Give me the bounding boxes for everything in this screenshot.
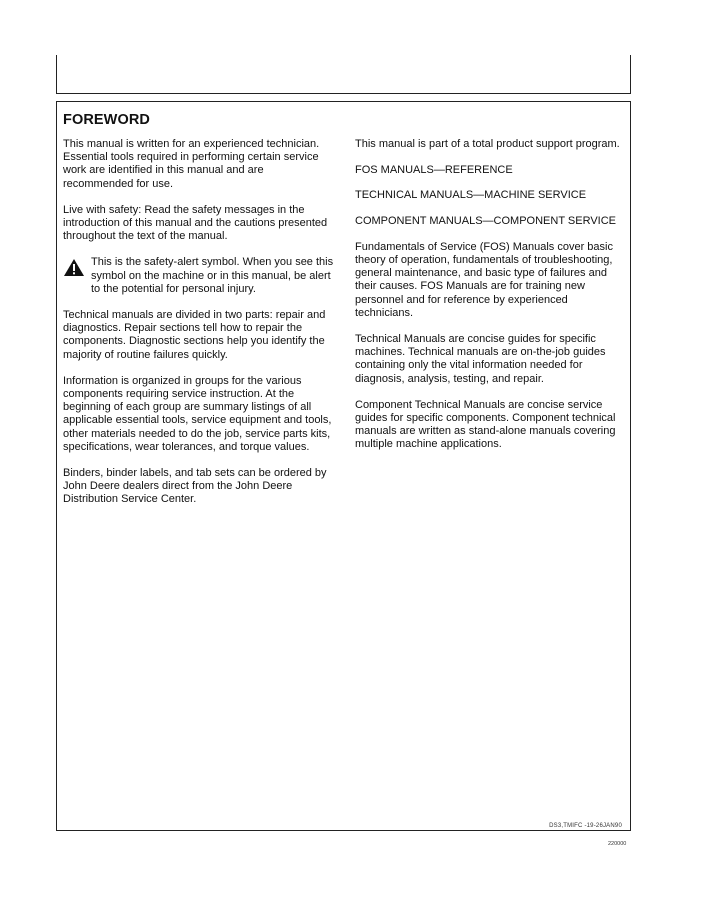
paragraph-binders: Binders, binder labels, and tab sets can be ordered by John Deere dealers direct from the John Deere Distribution Service Center.	[63, 467, 327, 506]
manual-type-component: COMPONENT MANUALS—COMPONENT SERVICE	[355, 214, 616, 227]
warning-triangle-icon	[63, 258, 85, 277]
right-column	[355, 138, 620, 465]
safety-alert-block	[63, 256, 335, 296]
document-code: DS3,TMIFC -19-26JAN90	[549, 823, 622, 829]
paragraph-manual-parts: Technical manuals are divided in two parts: repair and diagnostics. Repair sections tell how to repair the components. Diagnostic sections help you identify the majority of routine failures quickly.	[63, 309, 326, 361]
left-column	[63, 138, 335, 520]
foreword-title: FOREWORD	[63, 112, 150, 128]
paragraph-technical-manuals: Technical Manuals are concise guides for specific machines. Technical manuals are on-the-job guides containing only the vital information needed for diagnosis, analysis, testing, and repair.	[355, 333, 606, 385]
page-code: 220000	[608, 841, 627, 847]
paragraph-product-support: This manual is part of a total product support program.	[355, 138, 620, 150]
foreword-panel	[56, 101, 631, 831]
paragraph-groups: Information is organized in groups for the various components requiring service instruction. At the beginning of each group are summary listings of all applicable essential tools, service equipment and tools, other materials needed to do the job, service parts kits, specifications, wear tolerances, and torque values.	[63, 374, 332, 453]
paragraph-component-manuals: Component Technical Manuals are concise service guides for specific components. Component technical manuals are written as stand-alone manuals covering multiple machine applications.	[355, 398, 616, 451]
manual-type-technical: TECHNICAL MANUALS—MACHINE SERVICE	[355, 189, 587, 202]
paragraph-intended-audience: This manual is written for an experienced technician. Essential tools required in performing certain service work are identified in this manual and are recommended for use.	[63, 138, 320, 190]
safety-alert-text: This is the safety-alert symbol. When you see this symbol on the machine or in this manual, be alert to the potential for personal injury.	[91, 256, 334, 295]
manual-type-fos: FOS MANUALS—REFERENCE	[355, 164, 513, 177]
header-frame	[56, 55, 631, 94]
paragraph-live-with-safety: Live with safety: Read the safety messages in the introduction of this manual and the cautions presented throughout the text of the manual.	[63, 203, 328, 243]
paragraph-fos-manuals: Fundamentals of Service (FOS) Manuals cover basic theory of operation, fundamentals of troubleshooting, general maintenance, and basic type of failures and their causes. FOS Manuals are for training new personnel and for reference by experienced technicians.	[355, 240, 613, 319]
